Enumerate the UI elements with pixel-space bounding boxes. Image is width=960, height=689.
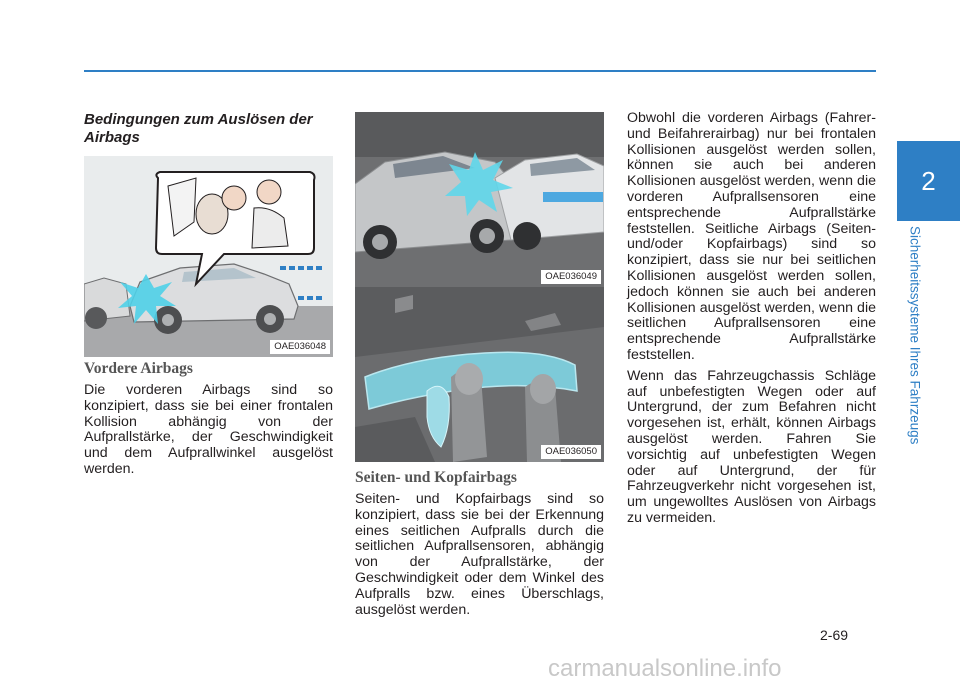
paragraph-unpaved-roads: Wenn das Fahrzeugchassis Schläge auf unbefestigten Wegen oder auf Untergrund, der zum Befahren nicht vorgesehen ist, erhält, können Airbags ausgelöst werden. Fahren Sie vorsichtig auf unbefestigten Wegen oder auf Untergrund, der für Fahrzeugverkehr nicht vorgesehen ist, um ungewolltes Auslösen von Airbags zu vermeiden. — [627, 367, 876, 526]
figure-code: OAE036049 — [541, 270, 601, 284]
subheading-front-airbags: Vordere Airbags — [84, 360, 193, 377]
curtain-airbag-illustration — [355, 287, 604, 462]
paragraph-front-airbags: Die vorderen Airbags sind so konzipiert, dass sie bei einer frontalen Kollision abhängig von der Aufprallstärke, der Geschwindigkeit und dem Aufprallwinkel ausgelöst werden. — [84, 382, 333, 477]
paragraph-crash-conditions: Obwohl die vorderen Airbags (Fahrer- und Beifahrerairbag) nur bei frontalen Kollisionen ausgelöst werden sollen, können sie auch bei anderen Kollisionen ausgelöst werden, wenn die vorderen Aufprallsensoren eine entsprechende Aufprallstärke feststellen. Seitliche Airbags (Seiten- und/oder Kopfairbags) sind so konzipiert, dass sie nur bei seitlichen Kollisionen ausgelöst werden sollen, jedoch können sie auch bei anderen Kollisionen ausgelöst werden, wenn die seitlichen Aufprallsensoren eine entsprechende Aufprallstärke feststellen. — [627, 110, 876, 363]
paragraph-side-airbags: Seiten- und Kopfairbags sind so konzipiert, dass sie bei der Erkennung eines seitlichen Aufpralls durch die seitlichen Aufprallsensoren, abhängig von der Aufprallstärke, der Geschwindigkeit oder dem Winkel des Aufpralls bzw. eines Überschlags, ausgelöst werden. — [355, 491, 604, 618]
column-3-text — [627, 111, 876, 527]
figure-code: OAE036050 — [541, 445, 601, 459]
column-2-text — [355, 469, 604, 618]
section-heading: Bedingungen zum Auslösen der Airbags — [84, 111, 313, 146]
subheading-side-airbags: Seiten- und Kopfairbags — [355, 469, 517, 486]
side-collision-drawing — [355, 112, 604, 287]
page-number: 2-69 — [820, 627, 849, 643]
watermark: carmanualsonline.info — [548, 655, 782, 682]
curtain-airbag-drawing — [355, 287, 604, 462]
frontal-collision-illustration — [84, 156, 333, 357]
frontal-collision-drawing — [84, 156, 333, 357]
chapter-title: Sicherheitssysteme Ihres Fahrzeugs — [907, 226, 923, 445]
column-1-text — [84, 360, 333, 478]
top-rule — [84, 70, 876, 72]
chapter-tab: 2 — [897, 141, 960, 221]
figure-code: OAE036048 — [270, 340, 330, 354]
side-collision-illustration — [355, 112, 604, 287]
